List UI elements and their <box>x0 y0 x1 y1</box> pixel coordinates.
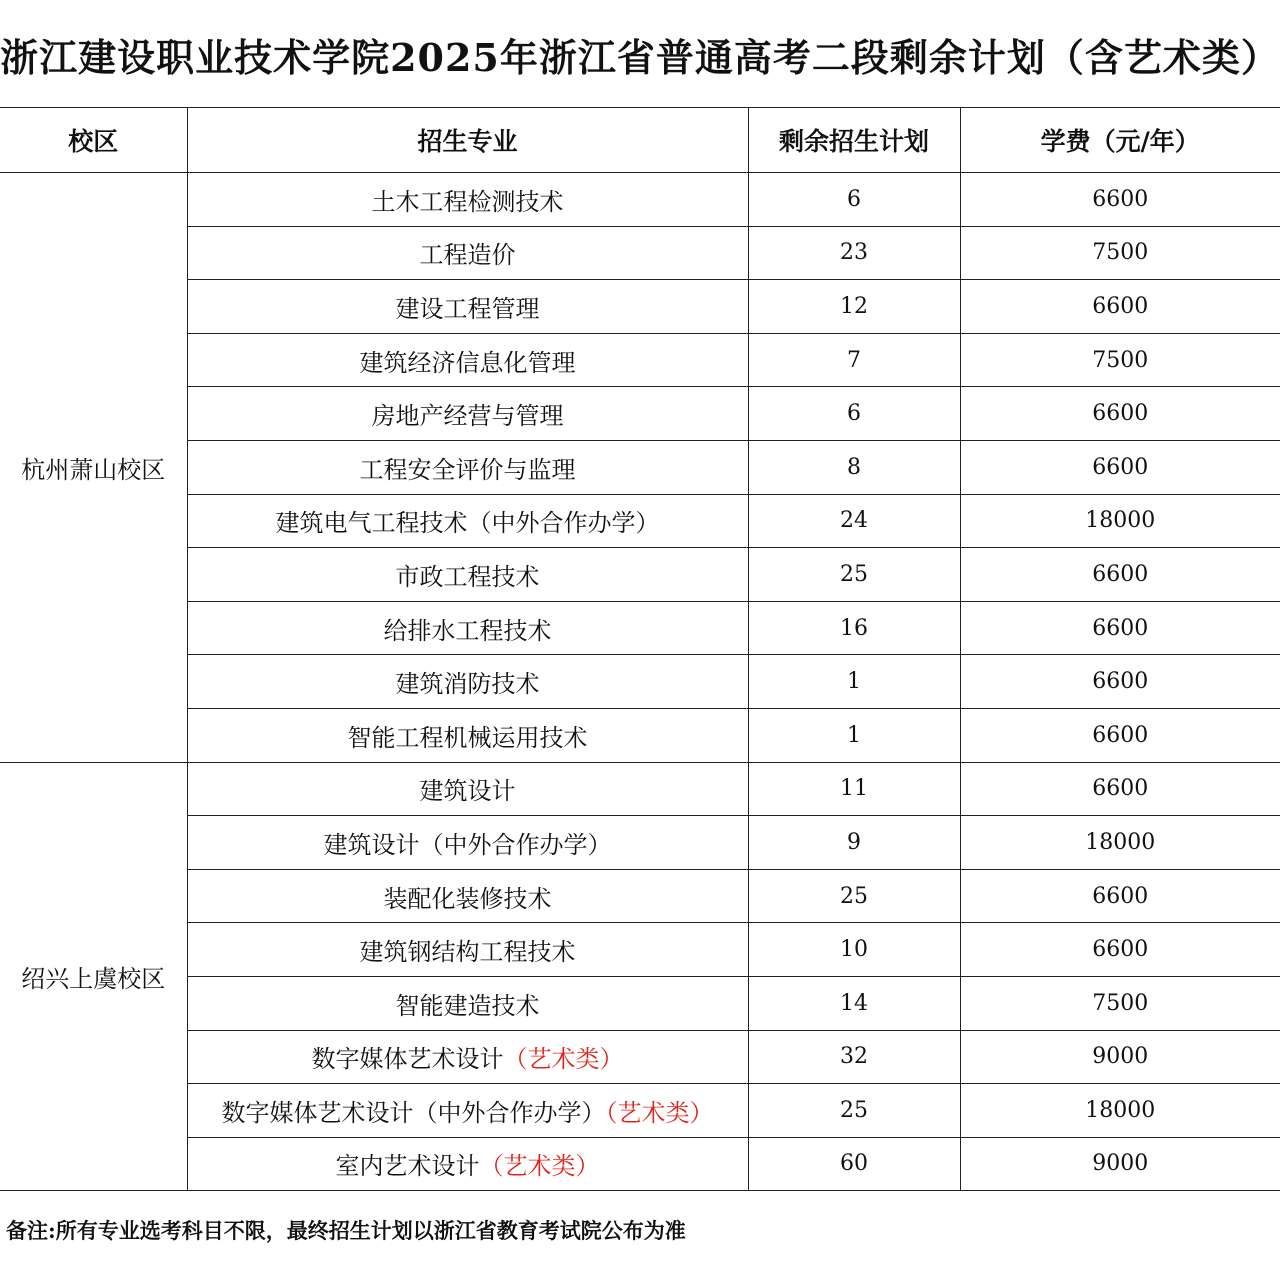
plan-cell: 1 <box>748 655 960 709</box>
table-row <box>0 440 1280 494</box>
header-campus: 校区 <box>0 108 187 173</box>
fee-cell: 18000 <box>960 816 1280 870</box>
campus-cell: 绍兴上虞校区 <box>0 762 187 1191</box>
table-row <box>0 494 1280 548</box>
major-name: 建设工程管理 <box>395 294 540 323</box>
major-name: 智能建造技术 <box>395 991 540 1020</box>
major-name: 装配化装修技术 <box>383 884 552 913</box>
fee-cell: 6600 <box>960 548 1280 602</box>
fee-cell: 18000 <box>960 494 1280 548</box>
fee-cell: 6600 <box>960 762 1280 816</box>
table-header-row <box>0 108 1280 173</box>
major-name: 室内艺术设计 <box>335 1152 480 1181</box>
major-cell <box>187 976 748 1030</box>
fee-cell: 6600 <box>960 655 1280 709</box>
plan-cell: 16 <box>748 601 960 655</box>
table-row <box>0 1084 1280 1138</box>
fee-cell: 7500 <box>960 333 1280 387</box>
art-tag: （艺术类） <box>479 1152 600 1181</box>
plan-cell: 23 <box>748 226 960 280</box>
plan-cell: 10 <box>748 923 960 977</box>
major-cell <box>187 762 748 816</box>
major-name: 工程安全评价与监理 <box>359 455 576 484</box>
table-row <box>0 816 1280 870</box>
plan-cell: 24 <box>748 494 960 548</box>
major-name: 数字媒体艺术设计（中外合作办学） <box>221 1098 606 1127</box>
major-cell <box>187 280 748 334</box>
header-major: 招生专业 <box>187 108 748 173</box>
art-tag: （艺术类） <box>605 1098 714 1127</box>
plan-cell: 7 <box>748 333 960 387</box>
table-row <box>0 655 1280 709</box>
major-cell <box>187 869 748 923</box>
plan-cell: 1 <box>748 708 960 762</box>
table-row <box>0 387 1280 441</box>
plan-cell: 9 <box>748 816 960 870</box>
plan-cell: 8 <box>748 440 960 494</box>
campus-cell: 杭州萧山校区 <box>0 173 187 763</box>
table-row <box>0 280 1280 334</box>
major-name: 工程造价 <box>419 241 516 270</box>
major-cell <box>187 494 748 548</box>
table-row <box>0 548 1280 602</box>
header-remaining-plan: 剩余招生计划 <box>748 108 960 173</box>
major-cell <box>187 226 748 280</box>
major-cell <box>187 333 748 387</box>
major-name: 智能工程机械运用技术 <box>347 723 588 752</box>
major-cell <box>187 173 748 227</box>
enrollment-plan-table <box>0 107 1280 1191</box>
major-cell <box>187 387 748 441</box>
table-row <box>0 976 1280 1030</box>
fee-cell: 7500 <box>960 976 1280 1030</box>
table-row <box>0 869 1280 923</box>
plan-cell: 32 <box>748 1030 960 1084</box>
page-title: 浙江建设职业技术学院2025年浙江省普通高考二段剩余计划（含艺术类） <box>0 34 1280 80</box>
table-row <box>0 226 1280 280</box>
fee-cell: 18000 <box>960 1084 1280 1138</box>
major-name: 数字媒体艺术设计 <box>311 1045 504 1074</box>
major-name: 建筑电气工程技术（中外合作办学） <box>275 509 660 538</box>
major-name: 建筑消防技术 <box>395 670 540 699</box>
plan-cell: 25 <box>748 548 960 602</box>
major-cell <box>187 655 748 709</box>
fee-cell: 6600 <box>960 923 1280 977</box>
major-cell <box>187 708 748 762</box>
major-cell <box>187 1030 748 1084</box>
major-cell <box>187 440 748 494</box>
major-name: 建筑钢结构工程技术 <box>359 938 576 967</box>
fee-cell: 6600 <box>960 280 1280 334</box>
fee-cell: 9000 <box>960 1030 1280 1084</box>
plan-cell: 12 <box>748 280 960 334</box>
major-name: 建筑经济信息化管理 <box>359 348 576 377</box>
table-row <box>0 708 1280 762</box>
major-cell <box>187 601 748 655</box>
table-row <box>0 601 1280 655</box>
plan-cell: 6 <box>748 387 960 441</box>
table-row <box>0 173 1280 227</box>
plan-cell: 6 <box>748 173 960 227</box>
major-name: 房地产经营与管理 <box>371 402 564 431</box>
major-cell <box>187 1137 748 1191</box>
art-tag: （艺术类） <box>503 1045 624 1074</box>
plan-cell: 60 <box>748 1137 960 1191</box>
fee-cell: 6600 <box>960 173 1280 227</box>
major-cell <box>187 923 748 977</box>
plan-cell: 25 <box>748 1084 960 1138</box>
major-name: 建筑设计（中外合作办学） <box>323 830 612 859</box>
table-row <box>0 1137 1280 1191</box>
fee-cell: 6600 <box>960 708 1280 762</box>
table-row <box>0 923 1280 977</box>
major-cell <box>187 1084 748 1138</box>
footnote: 备注:所有专业选考科目不限，最终招生计划以浙江省教育考试院公布为准 <box>6 1218 686 1243</box>
fee-cell: 6600 <box>960 601 1280 655</box>
major-name: 给排水工程技术 <box>383 616 552 645</box>
major-name: 建筑设计 <box>419 777 516 806</box>
table-row <box>0 333 1280 387</box>
header-tuition: 学费（元/年） <box>960 108 1280 173</box>
fee-cell: 6600 <box>960 440 1280 494</box>
fee-cell: 6600 <box>960 387 1280 441</box>
plan-cell: 25 <box>748 869 960 923</box>
major-name: 市政工程技术 <box>395 562 540 591</box>
major-cell <box>187 816 748 870</box>
major-cell <box>187 548 748 602</box>
fee-cell: 9000 <box>960 1137 1280 1191</box>
plan-cell: 11 <box>748 762 960 816</box>
plan-cell: 14 <box>748 976 960 1030</box>
table-row <box>0 1030 1280 1084</box>
fee-cell: 7500 <box>960 226 1280 280</box>
table-row <box>0 762 1280 816</box>
major-name: 土木工程检测技术 <box>371 187 564 216</box>
fee-cell: 6600 <box>960 869 1280 923</box>
